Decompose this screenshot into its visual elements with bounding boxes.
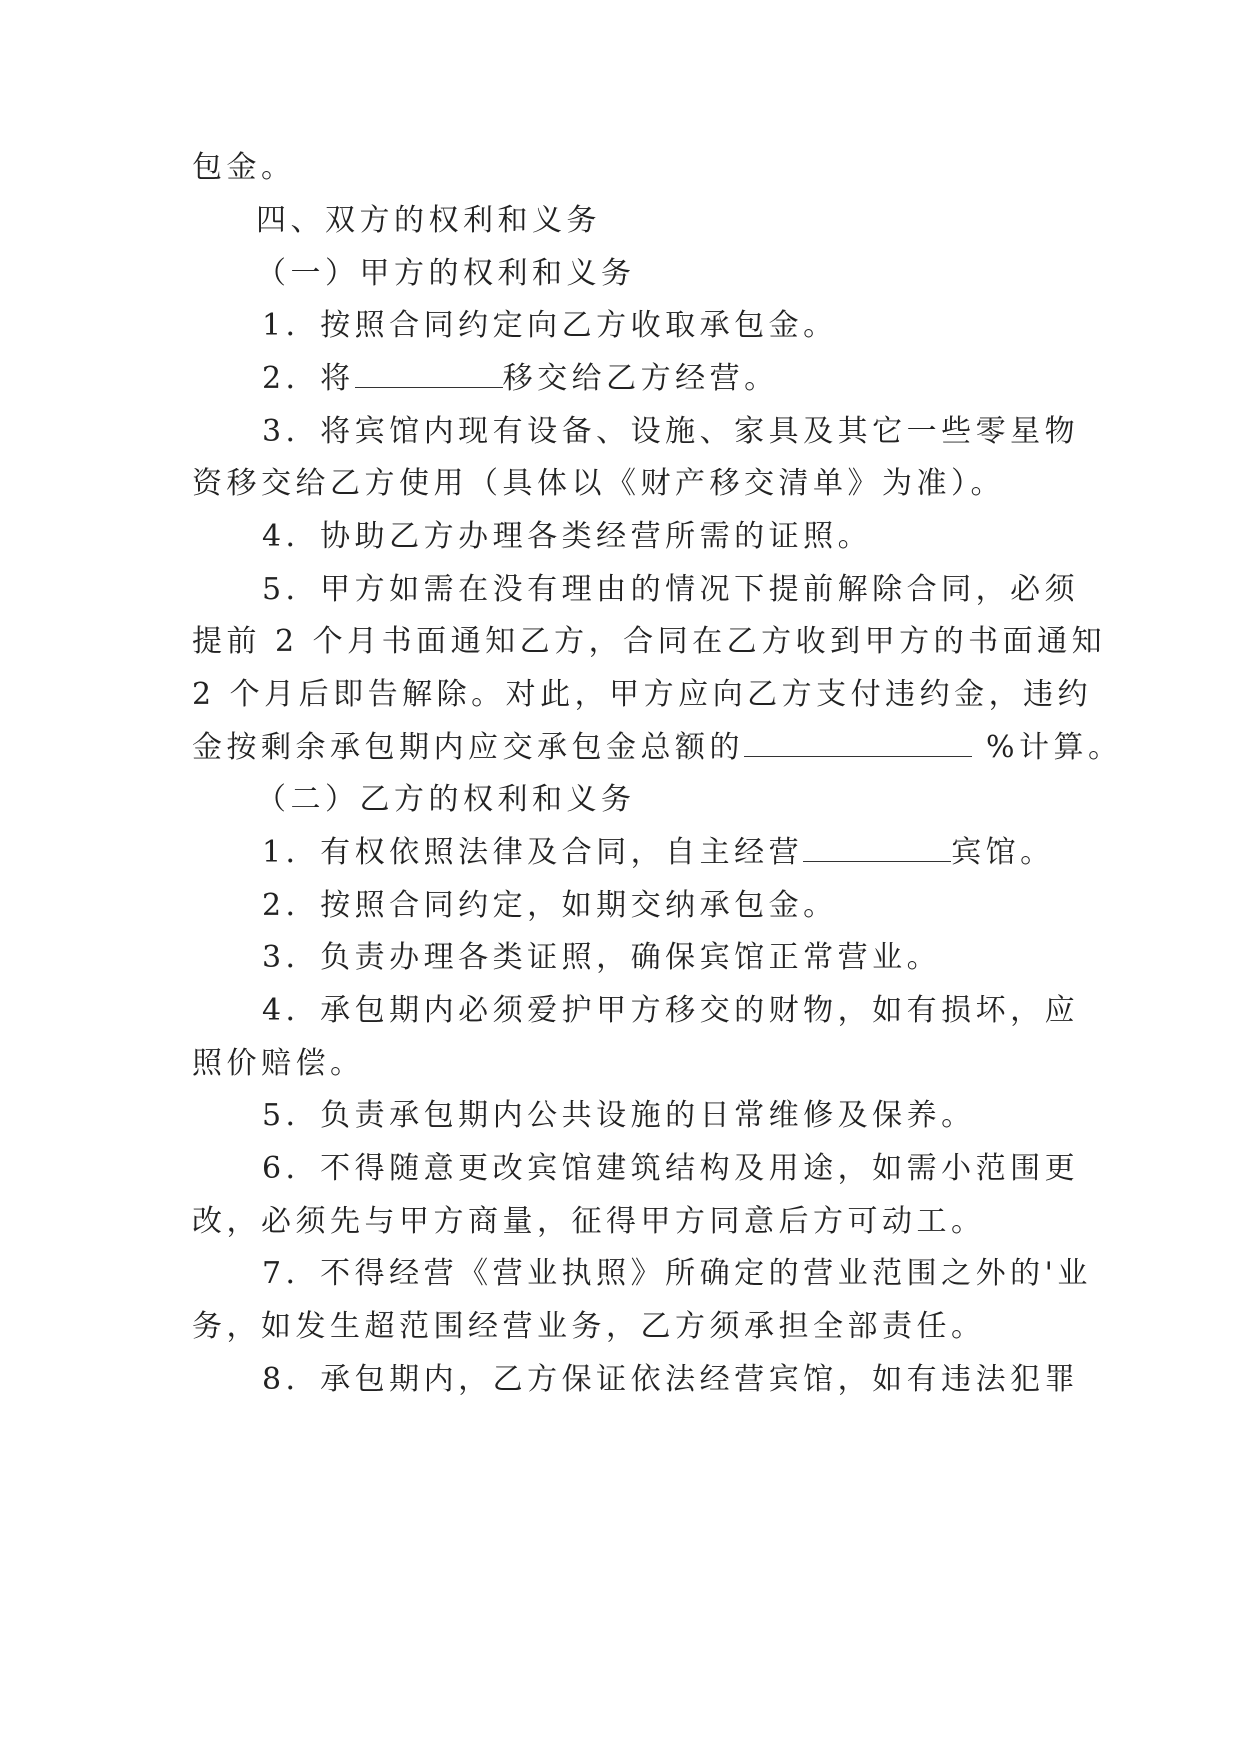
text-line: 5．负责承包期内公共设施的日常维修及保养。 [262, 1098, 976, 1133]
text-line: 5．甲方如需在没有理由的情况下提前解除合同，必须 [262, 572, 1080, 607]
text-line [262, 357, 779, 401]
text-segment: 移交给乙方经营。 [502, 361, 779, 396]
text-line: 1．按照合同约定向乙方收取承包金。 [262, 308, 838, 343]
text-line: 照价赔偿。 [192, 1046, 365, 1081]
text-line: 务，如发生超范围经营业务，乙方须承担全部责任。 [192, 1309, 986, 1344]
text-line: 提前 2 个月书面通知乙方，合同在乙方收到甲方的书面通知 [192, 624, 1107, 659]
text-line: 2 个月后即告解除。对此，甲方应向乙方支付违约金，违约 [192, 677, 1093, 712]
text-segment: 金按剩余承包期内应交承包金总额的 [192, 730, 744, 765]
text-segment: 1．有权依照法律及合同，自主经营 [262, 835, 804, 870]
text-line: 3．负责办理各类证照，确保宾馆正常营业。 [262, 940, 942, 975]
text-segment: 宾馆。 [951, 835, 1055, 870]
text-line: 7．不得经营《营业执照》所确定的营业范围之外的'业 [262, 1256, 1092, 1291]
text-segment: %计算。 [986, 730, 1123, 765]
text-line: 6．不得随意更改宾馆建筑结构及用途，如需小范围更 [262, 1151, 1080, 1186]
text-line: 4．协助乙方办理各类经营所需的证照。 [262, 519, 873, 554]
fill-blank [803, 835, 951, 862]
section-heading: 四、双方的权利和义务 [256, 203, 601, 238]
text-segment: 2．将 [262, 361, 355, 396]
text-line: 2．按照合同约定，如期交纳承包金。 [262, 888, 838, 923]
text-line: 改，必须先与甲方商量，征得甲方同意后方可动工。 [192, 1204, 986, 1239]
text-line [192, 726, 1123, 770]
text-line: 资移交给乙方使用（具体以《财产移交清单》为准）。 [192, 466, 1005, 501]
subsection-heading: （一）甲方的权利和义务 [256, 256, 636, 291]
fill-blank [355, 361, 503, 388]
fill-blank [744, 730, 972, 757]
subsection-heading: （二）乙方的权利和义务 [256, 782, 636, 817]
text-line: 3．将宾馆内现有设备、设施、家具及其它一些零星物 [262, 414, 1080, 449]
text-line: 包金。 [192, 150, 296, 185]
text-line: 8．承包期内，乙方保证依法经营宾馆，如有违法犯罪 [262, 1362, 1080, 1397]
text-line [262, 831, 1055, 875]
text-line: 4．承包期内必须爱护甲方移交的财物，如有损坏，应 [262, 993, 1080, 1028]
